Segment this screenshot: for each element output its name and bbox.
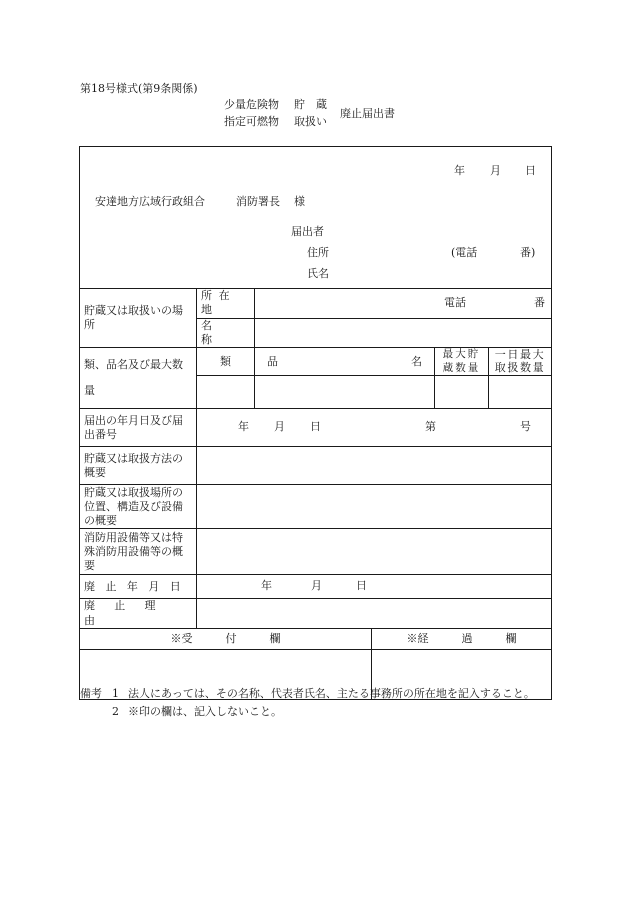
title-prefix-hazardous: 少量危険物 xyxy=(224,98,279,111)
location-label: 所在地 xyxy=(197,289,255,319)
honorific: 様 xyxy=(294,195,305,208)
progress-header: ※経 過 欄 xyxy=(372,629,552,650)
col-daily-2: 取扱数量 xyxy=(494,360,546,374)
reason-label: 廃止理由 xyxy=(80,599,197,629)
item-value[interactable] xyxy=(255,376,435,409)
applicant-label: 届出者 xyxy=(291,225,324,238)
note-text: 法人にあっては、その名称、代表者氏名、主たる事務所の所在地を記入すること。 xyxy=(128,687,535,700)
notif-year: 年 xyxy=(238,419,249,433)
col-max: 最大貯蔵数量 xyxy=(435,348,489,376)
facility-value[interactable] xyxy=(197,485,552,529)
remarks xyxy=(80,685,555,720)
name-label: 氏名 xyxy=(307,267,329,280)
class-label: 類、品名及び最大数量 xyxy=(80,348,197,409)
form-number: 第18号様式(第9条関係) xyxy=(80,82,198,95)
note-text: ※印の欄は、記入しないこと。 xyxy=(128,704,282,718)
address-label: 住所 xyxy=(307,246,329,259)
notif-day: 日 xyxy=(310,419,321,433)
note-item xyxy=(80,685,555,703)
reason-value[interactable] xyxy=(197,599,552,629)
location-phone-label: 電話 xyxy=(444,296,466,310)
date-day[interactable]: 日 xyxy=(525,164,536,177)
place-label: 貯蔵又は取扱いの場所 xyxy=(80,289,197,348)
notification-form-table xyxy=(79,146,552,700)
header-block xyxy=(80,147,552,289)
note-indent xyxy=(80,703,112,721)
class-value[interactable] xyxy=(197,376,255,409)
method-label: 貯蔵又は取扱方法の概要 xyxy=(80,447,197,485)
fire-equipment-value[interactable] xyxy=(197,529,552,575)
place-name-value[interactable] xyxy=(255,318,552,348)
recipient-org: 安達地方広域行政組合 xyxy=(95,195,205,208)
title-prefix-combustible: 指定可燃物 xyxy=(224,115,279,128)
note-number: 1 xyxy=(112,687,119,700)
notification-label: 届出の年月日及び届出番号 xyxy=(80,409,197,447)
date-year[interactable]: 年 xyxy=(454,164,465,177)
abolish-year: 年 xyxy=(261,578,272,592)
recipient-title: 消防署長 xyxy=(236,195,280,208)
col-daily-1: 一日最大 xyxy=(494,348,546,362)
notif-no-prefix: 第 xyxy=(425,419,436,433)
date-month[interactable]: 月 xyxy=(490,164,501,177)
phone-suffix: 番) xyxy=(520,246,536,259)
abolish-date-value[interactable] xyxy=(197,575,552,599)
facility-label: 貯蔵又は取扱場所の位置、構造及び設備の概要 xyxy=(80,485,197,529)
notif-no-suffix: 号 xyxy=(520,419,531,433)
abolish-day: 日 xyxy=(356,578,367,592)
location-value[interactable] xyxy=(255,289,552,319)
max-value[interactable] xyxy=(435,376,489,409)
location-phone-suffix: 番 xyxy=(534,296,545,310)
title-action-storage: 貯 蔵 xyxy=(294,98,327,111)
note-item xyxy=(80,703,555,721)
name-label-place: 名称 xyxy=(197,318,255,348)
notif-month: 月 xyxy=(274,419,285,433)
form-title: 廃止届出書 xyxy=(340,107,395,120)
col-item-1: 品 xyxy=(267,354,278,368)
note-number: 2 xyxy=(112,704,119,718)
receipt-header: ※受 付 欄 xyxy=(80,629,372,650)
method-value[interactable] xyxy=(197,447,552,485)
abolish-month: 月 xyxy=(311,578,322,592)
col-daily xyxy=(489,348,552,376)
col-item xyxy=(255,348,435,376)
title-action-handling: 取扱い xyxy=(294,115,327,128)
fire-equipment-label: 消防用設備等又は特殊消防用設備等の概要 xyxy=(80,529,197,575)
col-item-2: 名 xyxy=(411,354,422,368)
daily-value[interactable] xyxy=(489,376,552,409)
col-class: 類 xyxy=(197,348,255,376)
phone-label: (電話 xyxy=(451,246,478,259)
remarks-heading: 備考 xyxy=(80,687,102,700)
notification-value[interactable] xyxy=(197,409,552,447)
abolish-date-label: 廃止年月日 xyxy=(80,575,197,599)
